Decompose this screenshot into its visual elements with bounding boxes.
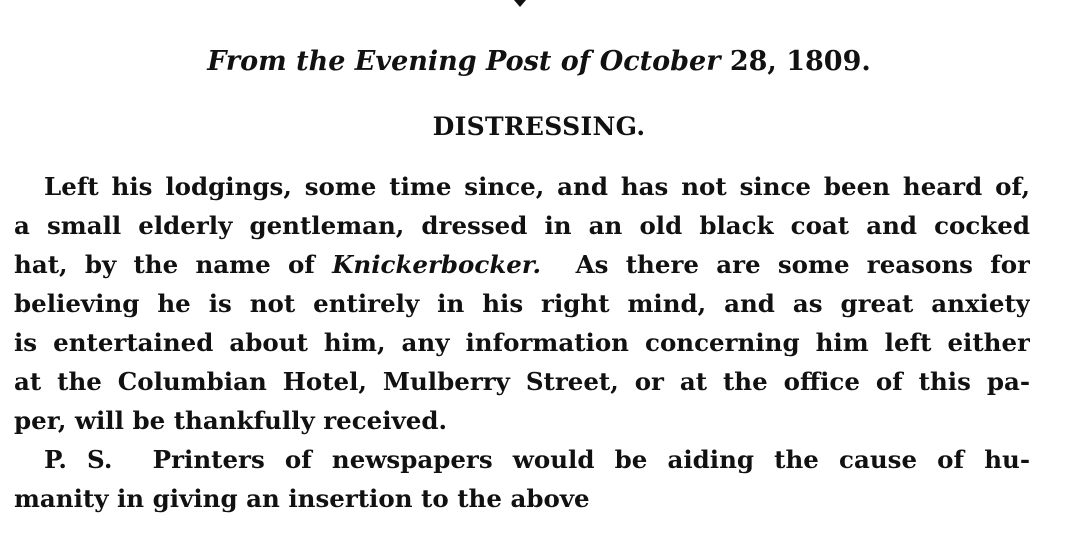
paragraph2-line: manity in giving an insertion to the above [14, 484, 590, 513]
knickerbocker-name: Knickerbocker. [332, 250, 542, 279]
paragraph1-line3-after: As there are some reasons for [541, 250, 1030, 279]
notice-body [14, 167, 1030, 518]
paragraph1-line: a small elderly gentleman, dressed in an old black coat and cocked [14, 211, 1030, 240]
ornament-icon [513, 0, 527, 8]
dateline [0, 44, 1078, 80]
paragraph1-line: believing he is not entirely in his right mind, and as great anxiety [14, 289, 1030, 318]
paragraph1-line: is entertained about him, any information concerning him left either [14, 328, 1030, 357]
dateline-date: 28, 1809. [720, 46, 871, 77]
dateline-italic: From the Evening Post of October [207, 46, 721, 77]
paragraph1-line: at the Columbian Hotel, Mulberry Street, or at the office of this pa- [14, 367, 1030, 396]
paragraph2-line: P. S. Printers of newspapers would be aiding the cause of hu- [44, 445, 1030, 474]
paragraph1-line: Left his lodgings, some time since, and has not since been heard of, [44, 172, 1030, 201]
notice-title: DISTRESSING. [432, 112, 646, 141]
paragraph1-line: per, will be thankfully received. [14, 406, 448, 435]
paragraph1-line3-before: hat, by the name of [14, 250, 333, 279]
paragraph1-line-with-name [14, 245, 1030, 284]
